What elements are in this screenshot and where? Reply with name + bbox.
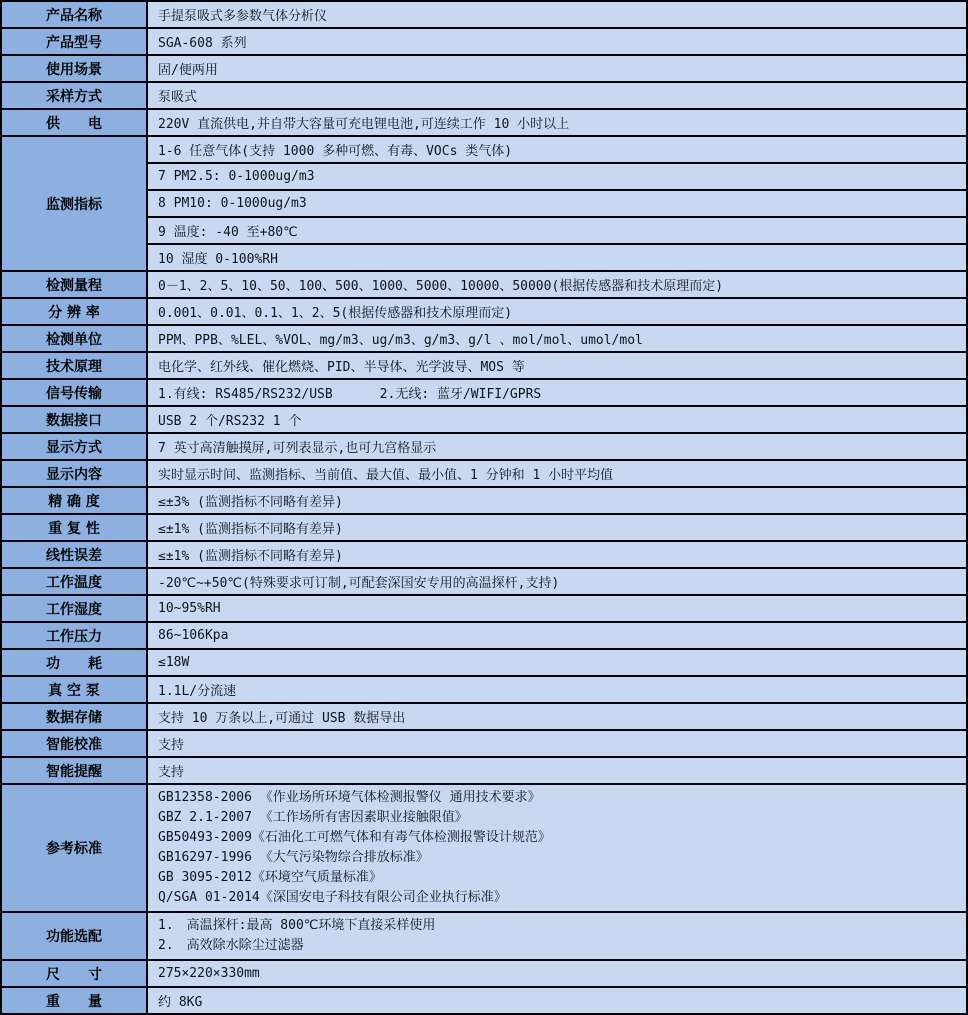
spec-value: 1-6 任意气体(支持 1000 多种可燃、有毒、VOCs 类气体) [147, 136, 967, 163]
spec-row [1, 82, 967, 109]
spec-label: 分 辨 率 [1, 298, 147, 325]
spec-value-line: GB16297-1996 《大气污染物综合排放标准》 [158, 850, 429, 865]
spec-row [1, 460, 967, 487]
spec-value: ≤±3% (监测指标不同略有差异) [147, 487, 967, 514]
spec-value: 手提泵吸式多参数气体分析仪 [147, 1, 967, 28]
spec-row [1, 325, 967, 352]
spec-value: 275×220×330mm [147, 960, 967, 987]
spec-value: 7 英寸高清触摸屏,可列表显示,也可九宫格显示 [147, 433, 967, 460]
spec-value: 0－1、2、5、10、50、100、500、1000、5000、10000、50000(根据传感器和技术原理而定) [147, 271, 967, 298]
spec-label: 重 复 性 [1, 514, 147, 541]
spec-label: 功 耗 [1, 649, 147, 676]
spec-value: ≤18W [147, 649, 967, 676]
spec-value: 10~95%RH [147, 595, 967, 622]
spec-value: USB 2 个/RS232 1 个 [147, 406, 967, 433]
spec-label: 智能提醒 [1, 757, 147, 784]
spec-label: 真 空 泵 [1, 676, 147, 703]
spec-value: 1.1L/分流速 [147, 676, 967, 703]
spec-label: 监测指标 [1, 136, 147, 271]
spec-label: 精 确 度 [1, 487, 147, 514]
spec-value: 固/便两用 [147, 55, 967, 82]
spec-row [1, 109, 967, 136]
spec-value: 支持 [147, 757, 967, 784]
spec-row [1, 622, 967, 649]
spec-label: 线性误差 [1, 541, 147, 568]
spec-label: 工作温度 [1, 568, 147, 595]
spec-label: 工作湿度 [1, 595, 147, 622]
spec-row [1, 487, 967, 514]
spec-value: 支持 [147, 730, 967, 757]
spec-row [1, 960, 967, 987]
spec-value: -20℃~+50℃(特殊要求可订制,可配套深国安专用的高温探杆,支持) [147, 568, 967, 595]
spec-row [1, 568, 967, 595]
spec-label: 参考标准 [1, 784, 147, 912]
spec-value: 实时显示时间、监测指标、当前值、最大值、最小值、1 分钟和 1 小时平均值 [147, 460, 967, 487]
spec-value: 0.001、0.01、0.1、1、2、5(根据传感器和技术原理而定) [147, 298, 967, 325]
spec-row [1, 541, 967, 568]
spec-row [1, 136, 967, 163]
spec-row [1, 703, 967, 730]
spec-row [1, 757, 967, 784]
spec-row [1, 379, 967, 406]
spec-value: ≤±1% (监测指标不同略有差异) [147, 514, 967, 541]
spec-value-line: Q/SGA 01-2014《深国安电子科技有限公司企业执行标准》 [158, 890, 507, 905]
spec-label: 尺 寸 [1, 960, 147, 987]
spec-value-line: 1. 高温探杆:最高 800℃环境下直接采样使用 [158, 918, 436, 933]
spec-value: 约 8KG [147, 987, 967, 1014]
spec-row [1, 912, 967, 960]
spec-value-line: 2. 高效除水除尘过滤器 [158, 938, 304, 953]
spec-value-line: GB12358-2006 《作业场所环境气体检测报警仪 通用技术要求》 [158, 790, 541, 805]
spec-label: 检测单位 [1, 325, 147, 352]
spec-label: 信号传输 [1, 379, 147, 406]
spec-row [1, 298, 967, 325]
spec-value: 10 湿度 0-100%RH [147, 244, 967, 271]
spec-value: 支持 10 万条以上,可通过 USB 数据导出 [147, 703, 967, 730]
spec-row [1, 433, 967, 460]
spec-value: 8 PM10: 0-1000ug/m3 [147, 190, 967, 217]
spec-value-line: GB 3095-2012《环境空气质量标准》 [158, 870, 382, 885]
spec-label: 检测量程 [1, 271, 147, 298]
spec-row [1, 514, 967, 541]
spec-label: 技术原理 [1, 352, 147, 379]
spec-label: 采样方式 [1, 82, 147, 109]
spec-label: 重 量 [1, 987, 147, 1014]
spec-row [1, 406, 967, 433]
spec-table-body [1, 1, 967, 1014]
spec-label: 数据接口 [1, 406, 147, 433]
spec-row [1, 271, 967, 298]
spec-label: 显示方式 [1, 433, 147, 460]
spec-label: 工作压力 [1, 622, 147, 649]
spec-value-line: GBZ 2.1-2007 《工作场所有害因素职业接触限值》 [158, 810, 468, 825]
spec-row [1, 730, 967, 757]
spec-label: 智能校准 [1, 730, 147, 757]
spec-value: SGA-608 系列 [147, 28, 967, 55]
spec-value-multiline [147, 784, 967, 912]
spec-value: 220V 直流供电,并自带大容量可充电锂电池,可连续工作 10 小时以上 [147, 109, 967, 136]
spec-row [1, 1, 967, 28]
spec-label: 功能选配 [1, 912, 147, 960]
spec-row [1, 676, 967, 703]
spec-label: 显示内容 [1, 460, 147, 487]
spec-row [1, 55, 967, 82]
spec-value: 1.有线: RS485/RS232/USB 2.无线: 蓝牙/WIFI/GPRS [147, 379, 967, 406]
spec-value: PPM、PPB、%LEL、%VOL、mg/m3、ug/m3、g/m3、g/l 、mol/mol、umol/mol [147, 325, 967, 352]
spec-label: 使用场景 [1, 55, 147, 82]
spec-value: 电化学、红外线、催化燃烧、PID、半导体、光学波导、MOS 等 [147, 352, 967, 379]
spec-row [1, 28, 967, 55]
spec-label: 供 电 [1, 109, 147, 136]
spec-value: 9 温度: -40 至+80℃ [147, 217, 967, 244]
spec-row [1, 649, 967, 676]
spec-row [1, 352, 967, 379]
spec-label: 产品名称 [1, 1, 147, 28]
spec-value: ≤±1% (监测指标不同略有差异) [147, 541, 967, 568]
spec-value: 86~106Kpa [147, 622, 967, 649]
spec-value: 泵吸式 [147, 82, 967, 109]
spec-value: 7 PM2.5: 0-1000ug/m3 [147, 163, 967, 190]
spec-value-multiline [147, 912, 967, 960]
spec-row [1, 784, 967, 912]
spec-row [1, 595, 967, 622]
spec-label: 数据存储 [1, 703, 147, 730]
spec-value-line: GB50493-2009《石油化工可燃气体和有毒气体检测报警设计规范》 [158, 830, 551, 845]
spec-label: 产品型号 [1, 28, 147, 55]
